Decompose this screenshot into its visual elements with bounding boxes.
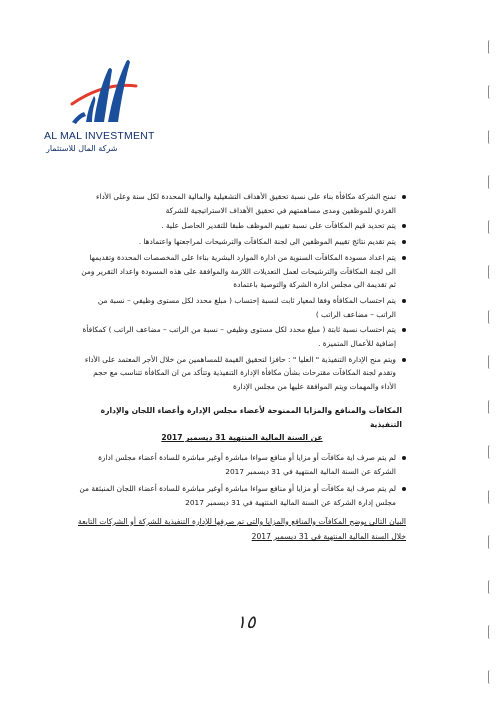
list-item: يتم احتساب نسبة ثابتة ( مبلغ محدد لكل مستوى وظيفي – نسبة من الراتب – مضاعف الراتب ) كمكافأة إضافية للأعمال المتميزة . xyxy=(78,323,406,350)
section-subheading: عن السنة المالية المنتهية 31 ديسمبر 2017 xyxy=(161,433,323,443)
rewards-policy-list xyxy=(78,190,406,394)
list-item: يتم اعداد مسودة المكافآت السنوية من ادارة الموارد البشرية بناءا على المخصصات المحددة وتقديمها الى لجنة المكافآت والترشيحات لعمل التعديلات اللازمة والموافقة على هذه المسودة واعداد التقرير ومن ثم تقديمة الى مجلس ادارة الشركة والتوصية باعتمادة xyxy=(78,251,406,292)
list-item: ويتم منح الإدارة التنفيذية " العليا " : حافزا لتحقيق القيمة للمساهمين من خلال الأجر المعتمد على الأداء وتقدم لجنة المكافآت مقترحات بشأن مكافأة الإدارة التنفيذية وتتأكد من ان المكافأة تتناسب مع حجم الأداء والمهمات ويتم الموافقة عليها من مجلس الإدارة xyxy=(78,353,406,394)
board-rewards-list xyxy=(78,451,406,510)
closing-line: خلال السنة المالية المنتهية في 31 ديسمبر 2017 xyxy=(251,531,406,541)
logo-company-name-arabic: شركة المال للاستثمار xyxy=(46,144,118,153)
list-item: لم يتم صرف اية مكافآت أو مزايا أو منافع سواءا مباشرة أوغير مباشرة للسادة أعضاء اللجان المنبثقة من مجلس إدارة الشركة عن السنة المالية المنتهية في 31 ديسمبر 2017 xyxy=(78,482,406,509)
logo-company-name: AL MAL INVESTMENT xyxy=(44,130,155,142)
binder-edge-marks xyxy=(486,10,494,700)
logo-mark-icon xyxy=(64,52,144,130)
section-heading: المكافآت والمنافع والمزايا الممنوحة لأعضاء مجلس الإدارة وأعضاء اللجان والإدارة التنفيذية xyxy=(100,405,402,429)
list-item: يتم تحديد قيم المكافآت على نسبة تقييم الموظف طبقا للتقدير الحاصل علية . xyxy=(78,219,406,233)
page-number: ١٥ xyxy=(236,612,256,633)
list-item: يتم تقديم نتائج تقييم الموظفين الى لجنة المكافآت والترشيحات لمراجعتها واعتمادها . xyxy=(78,235,406,249)
closing-line: البيان التالي يوضح المكافآت والمنافع والمزايا والتي تم صرفها للإدارة التنفيذية للشركة أو الشركات التابعة xyxy=(78,516,406,526)
list-item: لم يتم صرف اية مكافآت أو مزايا أو منافع سواءا مباشرة أوغير مباشرة للسادة أعضاء مجلس ادارة الشركة عن السنة المالية المنتهية في 31 ديسمبر 2017 xyxy=(78,451,406,478)
company-logo xyxy=(44,52,164,160)
closing-statement xyxy=(78,514,406,544)
document-body xyxy=(78,190,406,544)
list-item: تمنح الشركة مكافأة بناء على نسبة تحقيق الأهداف التشغيلية والمالية المحددة لكل سنة وعلى الأداء الفردي للموظفين ومدى مساهمتهم في تحقيق الأهداف الاستراتيجية للشركة xyxy=(78,190,406,217)
list-item: يتم احتساب المكافأة وفقا لمعيار ثابت لنسبة إحتساب ( مبلغ محدد لكل مستوى وظيفي – نسبة من الراتب – مضاعف الراتب ) xyxy=(78,294,406,321)
